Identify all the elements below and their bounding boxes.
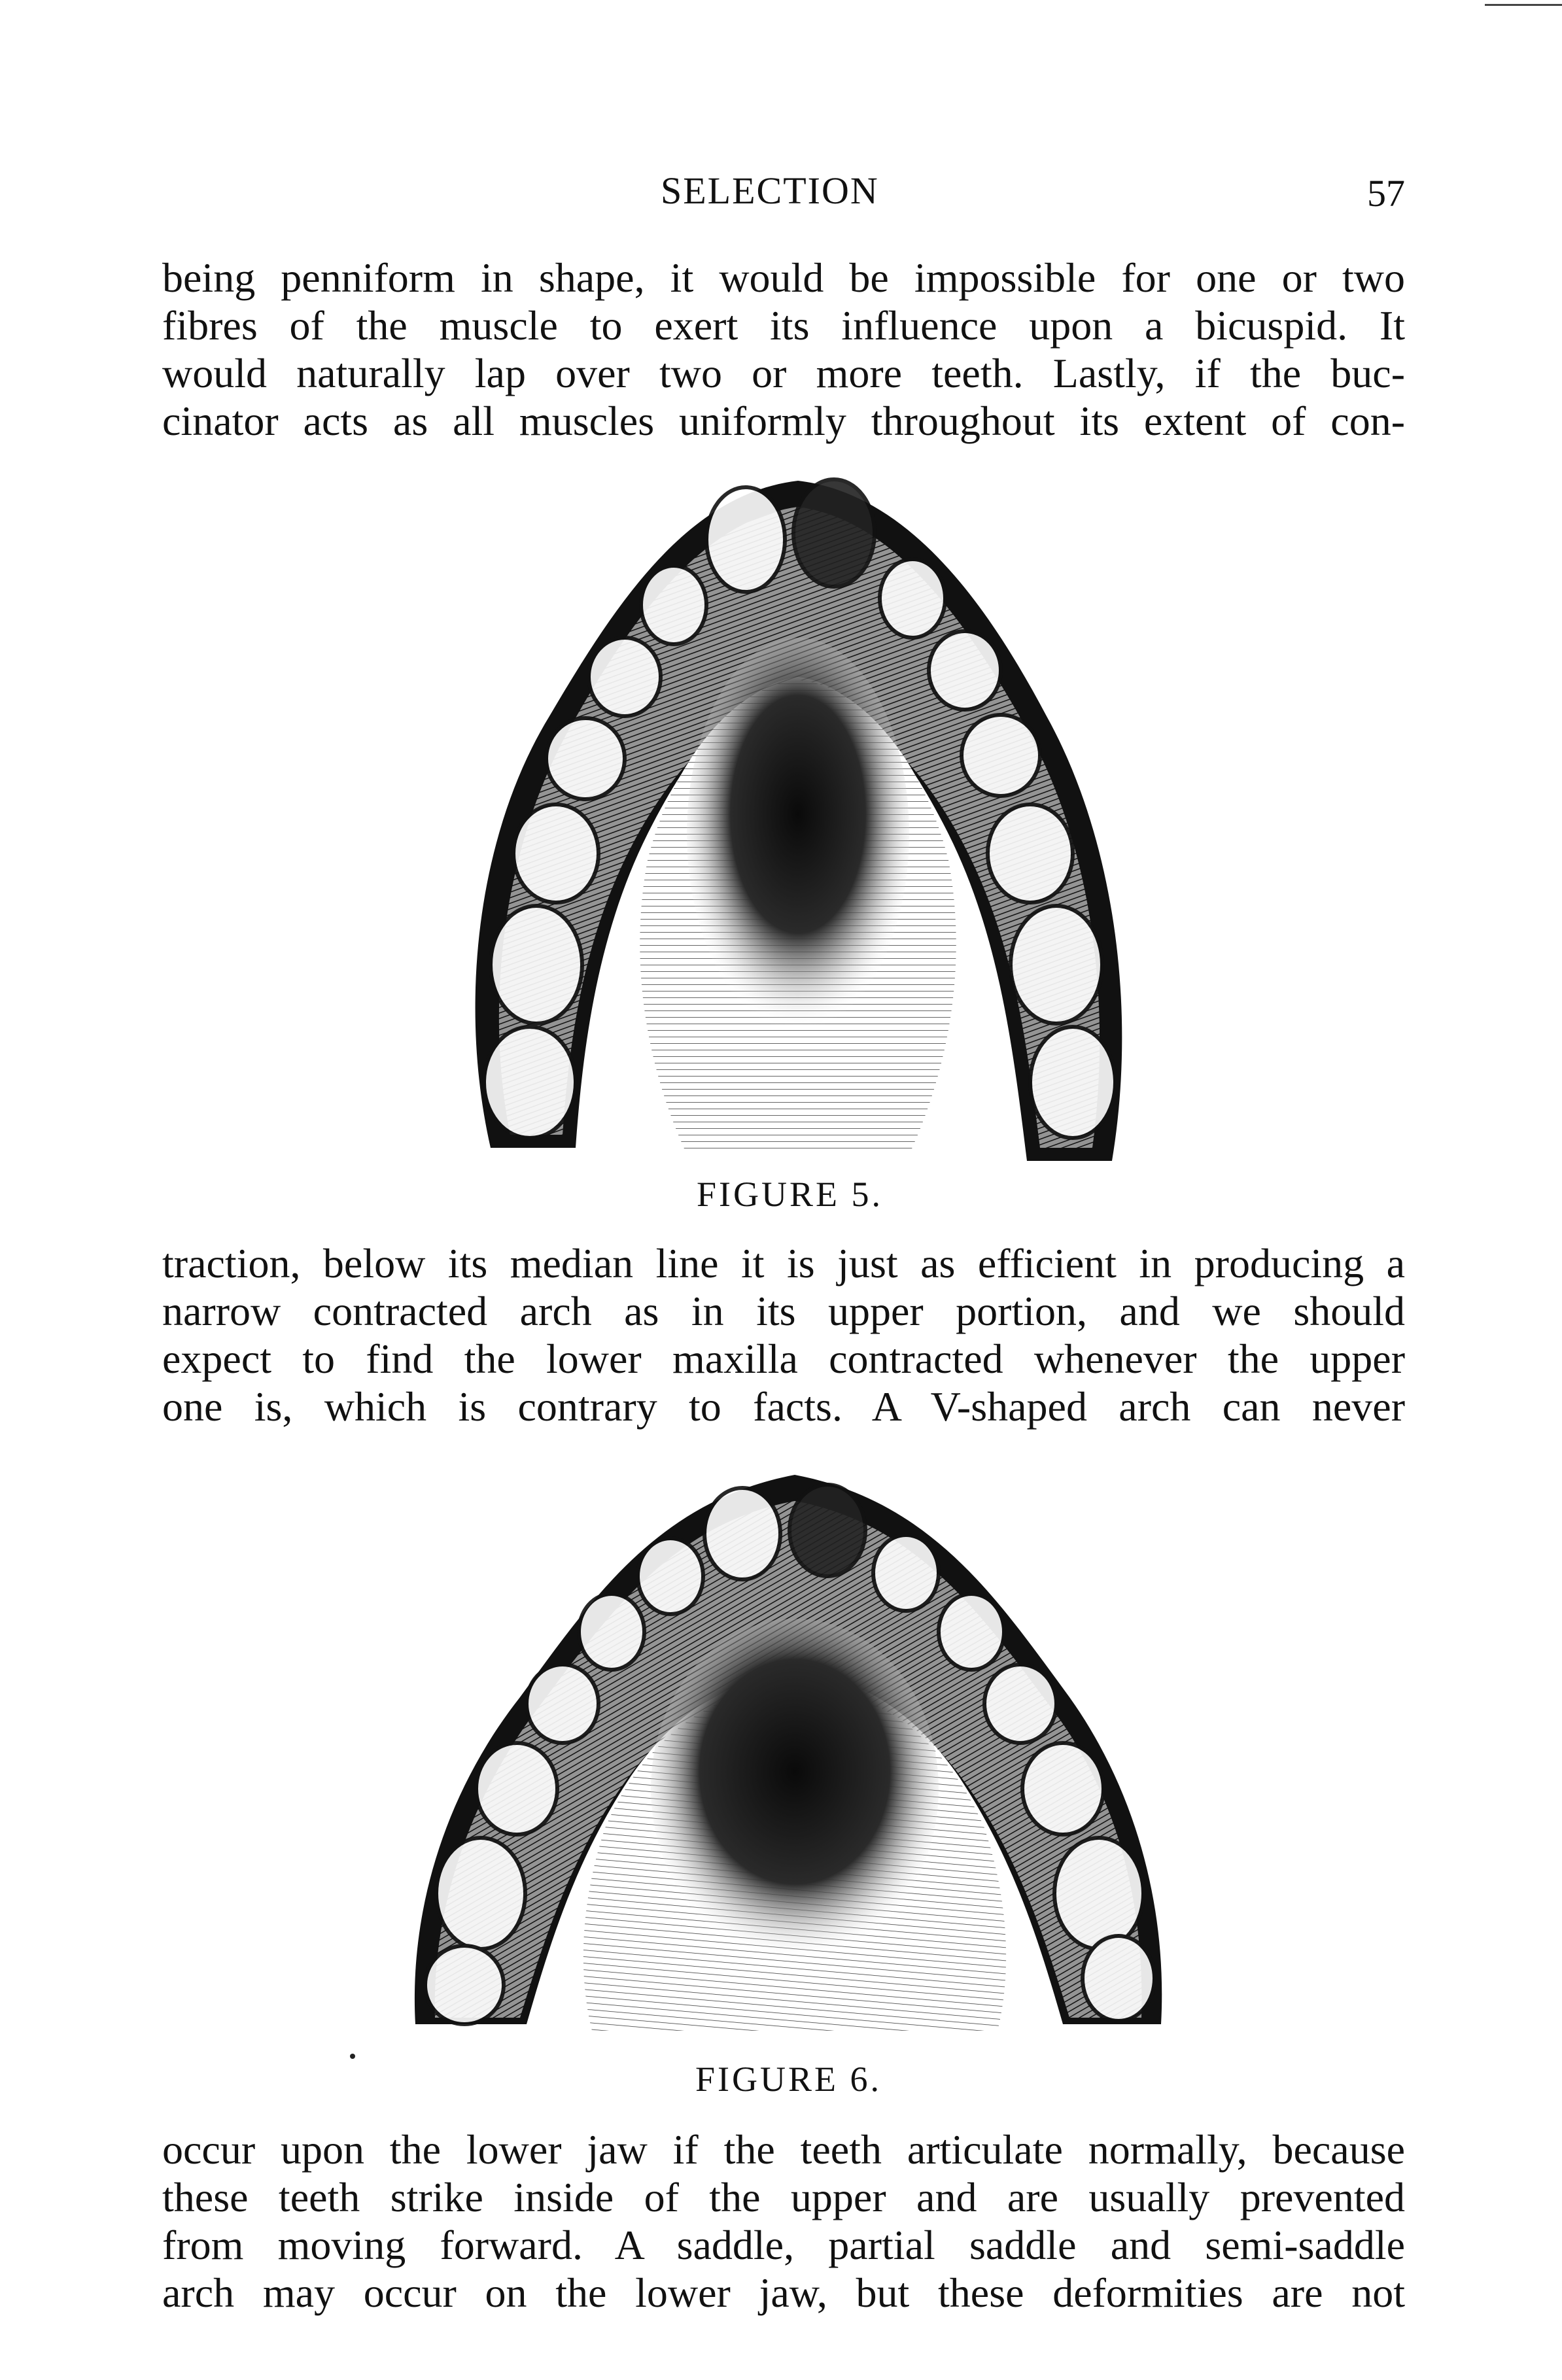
running-header-title: SELECTION [661, 169, 879, 212]
text-line: expect to find the lower maxilla contracted whenever the upper [162, 1336, 1405, 1382]
scan-edge-mark [1485, 4, 1562, 6]
text-line: arch may occur on the lower jaw, but these deformities are not [162, 2269, 1405, 2316]
text-line: fibres of the muscle to exert its influence upon a bicuspid. It [162, 302, 1405, 349]
text-line: traction, below its median line it is just as efficient in producing a [162, 1240, 1405, 1286]
print-speck [350, 2054, 355, 2059]
figure-5-caption: FIGURE 5. [697, 1175, 884, 1214]
figure-6-caption: FIGURE 6. [695, 2060, 882, 2099]
text-line: cinator acts as all muscles uniformly throughout its extent of con- [162, 398, 1405, 444]
text-line: one is, which is contrary to facts. A V-shaped arch can never [162, 1383, 1405, 1430]
text-line: narrow contracted arch as in its upper portion, and we should [162, 1288, 1405, 1334]
paragraph-2 [162, 1239, 1405, 1430]
paragraph-1 [162, 254, 1405, 445]
page-number: 57 [1367, 172, 1405, 215]
text-line: from moving forward. A saddle, partial saddle and semi-saddle [162, 2222, 1405, 2268]
paragraph-3 [162, 2126, 1405, 2317]
text-line: these teeth strike inside of the upper and are usually prevented [162, 2174, 1405, 2220]
text-line: would naturally lap over two or more teeth. Lastly, if the buc- [162, 350, 1405, 396]
dental-arch-figure-6 [409, 1462, 1168, 2037]
text-line: occur upon the lower jaw if the teeth articulate normally, because [162, 2126, 1405, 2173]
text-line: being penniform in shape, it would be impossible for one or two [162, 254, 1405, 301]
dental-arch-figure-5 [451, 468, 1145, 1174]
